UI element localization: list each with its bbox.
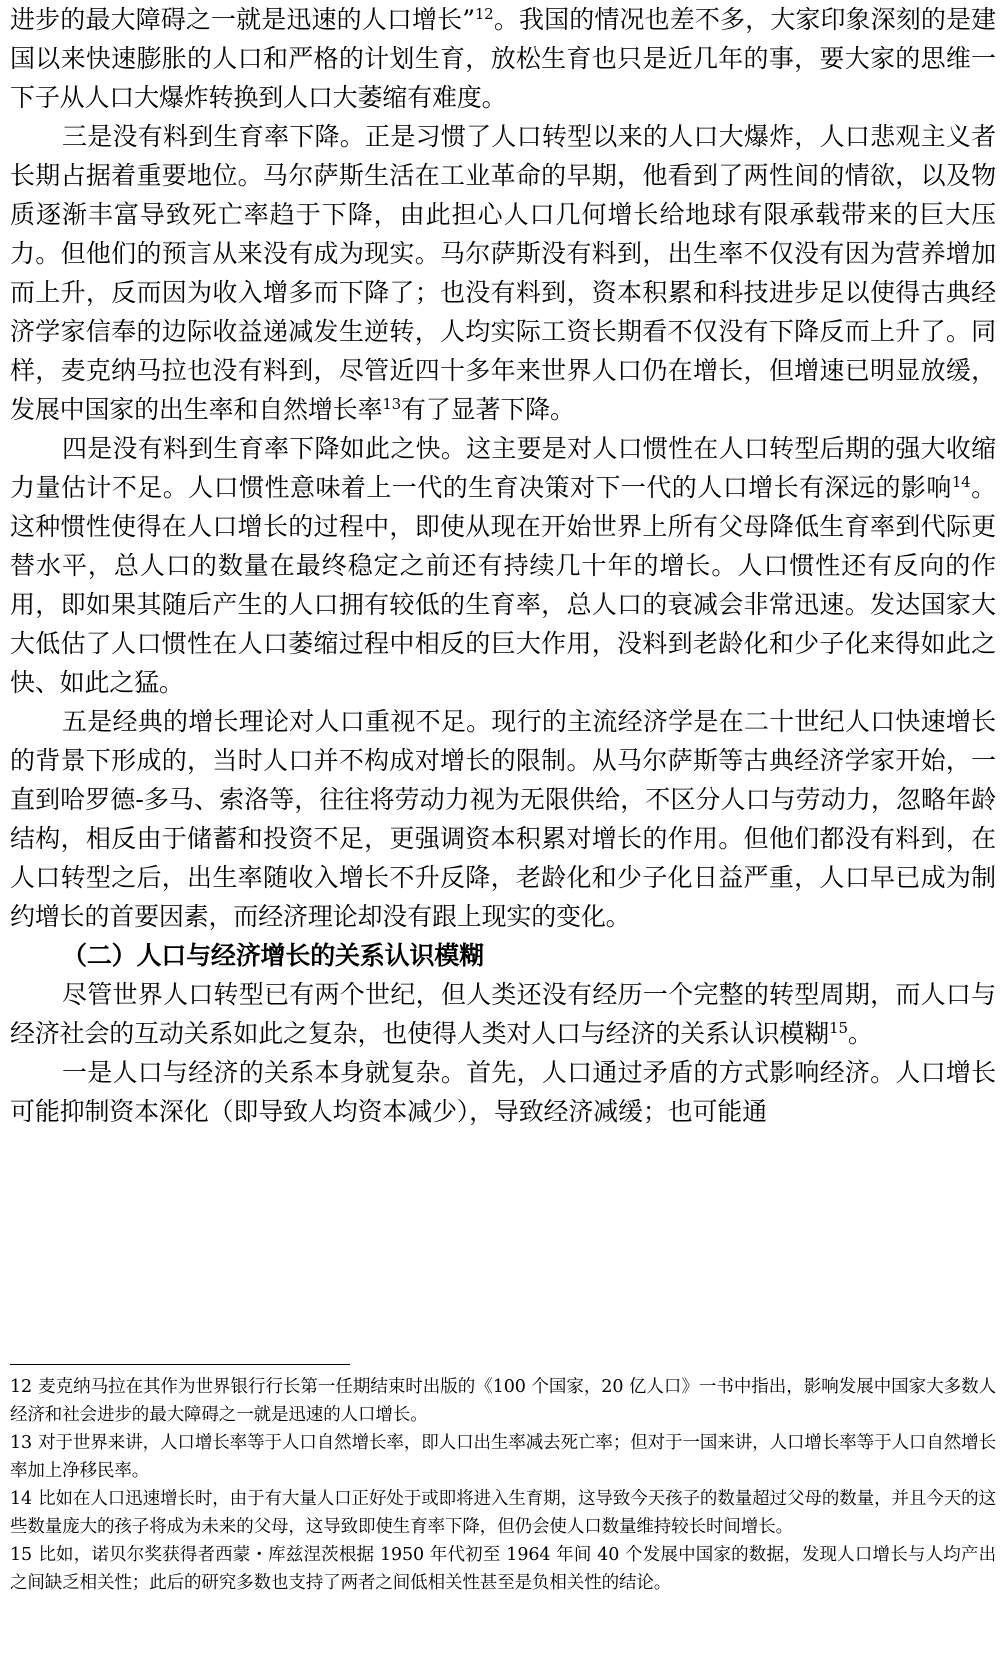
paragraph [10, 429, 996, 702]
footnote-number: 12 [10, 1377, 33, 1397]
paragraph [10, 1053, 996, 1131]
footnote-number: 13 [10, 1433, 33, 1453]
footnote-number: 15 [10, 1545, 33, 1565]
footnote-ref[interactable]: 15 [829, 1019, 848, 1037]
footnote-ref[interactable]: 12 [474, 5, 494, 23]
footnote-number: 14 [10, 1489, 33, 1509]
footnote [10, 1485, 996, 1541]
footnote [10, 1373, 996, 1429]
paragraph-text: 有了显著下降。 [401, 395, 575, 424]
footnotes [10, 1373, 996, 1597]
section-heading [10, 936, 996, 975]
paragraph-text: 进步的最大障碍之一就是迅速的人口增长” [10, 5, 475, 34]
footnote-text: 对于世界来讲，人口增长率等于人口自然增长率，即人口出生率减去死亡率；但对于一国来讲，人口增长率等于人口自然增长率加上净移民率。 [10, 1433, 996, 1481]
paragraph-text: 。这种惯性使得在人口增长的过程中，即使从现在开始世界上所有父母降低生育率到代际更替水平，总人口的数量在最终稳定之前还有持续几十年的增长。人口惯性还有反向的作用，即如果其随后产生的人口拥有较低的生育率，总人口的衰减会非常迅速。发达国家大大低估了人口惯性在人口萎缩过程中相反的巨大作用，没料到老龄化和少子化来得如此之快、如此之猛。 [10, 473, 997, 697]
footnote-ref[interactable]: 14 [951, 473, 971, 491]
paragraph [10, 0, 996, 117]
body-text [10, 0, 996, 1131]
footnote [10, 1541, 996, 1597]
paragraph-text: 。我国的情况也差不多，大家印象深刻的是建国以来快速膨胀的人口和严格的计划生育，放松生育也只是近几年的事，要大家的思维一下子从人口大爆炸转换到人口大萎缩有难度。 [10, 5, 996, 112]
paragraph-text: 尽管世界人口转型已有两个世纪，但人类还没有经历一个完整的转型周期，而人口与经济社会的互动关系如此之复杂，也使得人类对人口与经济的关系认识模糊 [10, 980, 996, 1048]
footnote [10, 1429, 996, 1485]
paragraph-text: 四是没有料到生育率下降如此之快。这主要是对人口惯性在人口转型后期的强大收缩力量估计不足。人口惯性意味着上一代的生育决策对下一代的人口增长有深远的影响 [10, 434, 996, 502]
paragraph-text: 三是没有料到生育率下降。正是习惯了人口转型以来的人口大爆炸，人口悲观主义者长期占据着重要地位。马尔萨斯生活在工业革命的早期，他看到了两性间的情欲，以及物质逐渐丰富导致死亡率趋于下降，由此担心人口几何增长给地球有限承载带来的巨大压力。但他们的预言从来没有成为现实。马尔萨斯没有料到，出生率不仅没有因为营养增加而上升，反而因为收入增多而下降了；也没有料到，资本积累和科技进步足以使得古典经济学家信奉的边际收益递减发生逆转，人均实际工资长期看不仅没有下降反而上升了。同样，麦克纳马拉也没有料到，尽管近四十多年来世界人口仍在增长，但增速已明显放缓，发展中国家的出生率和自然增长率 [10, 122, 996, 424]
footnote-ref[interactable]: 13 [382, 395, 402, 413]
paragraph-text: 一是人口与经济的关系本身就复杂。首先，人口通过矛盾的方式影响经济。人口增长可能抑制资本深化（即导致人均资本减少），导致经济减缓；也可能通 [10, 1058, 996, 1126]
paragraph-text: 五是经典的增长理论对人口重视不足。现行的主流经济学是在二十世纪人口快速增长的背景下形成的，当时人口并不构成对增长的限制。从马尔萨斯等古典经济学家开始，一直到哈罗德-多马、索洛等，往往将劳动力视为无限供给，不区分人口与劳动力，忽略年龄结构，相反由于储蓄和投资不足，更强调资本积累对增长的作用。但他们都没有料到，在人口转型之后，出生率随收入增长不升反降，老龄化和少子化日益严重，人口早已成为制约增长的首要因素，而经济理论却没有跟上现实的变化。 [10, 707, 996, 931]
paragraph [10, 975, 996, 1053]
paragraph [10, 702, 996, 936]
footnote-text: 麦克纳马拉在其作为世界银行行长第一任期结束时出版的《100 个国家，20 亿人口》一书中指出，影响发展中国家大多数人经济和社会进步的最大障碍之一就是迅速的人口增长。 [10, 1377, 996, 1425]
paragraph-text: （二）人口与经济增长的关系认识模糊 [62, 941, 484, 970]
paragraph-text: 。 [847, 1019, 873, 1048]
footnote-separator [10, 1364, 350, 1365]
footnote-text: 比如在人口迅速增长时，由于有大量人口正好处于或即将进入生育期，这导致今天孩子的数量超过父母的数量，并且今天的这些数量庞大的孩子将成为未来的父母，这导致即使生育率下降，但仍会使人口数量维持较长时间增长。 [10, 1489, 996, 1537]
paragraph [10, 117, 996, 429]
footnote-text: 比如，诺贝尔奖获得者西蒙・库兹涅茨根据 1950 年代初至 1964 年间 40 个发展中国家的数据，发现人口增长与人均产出之间缺乏相关性；此后的研究多数也支持了两者之间低相关性甚至是负相关性的结论。 [10, 1545, 996, 1593]
